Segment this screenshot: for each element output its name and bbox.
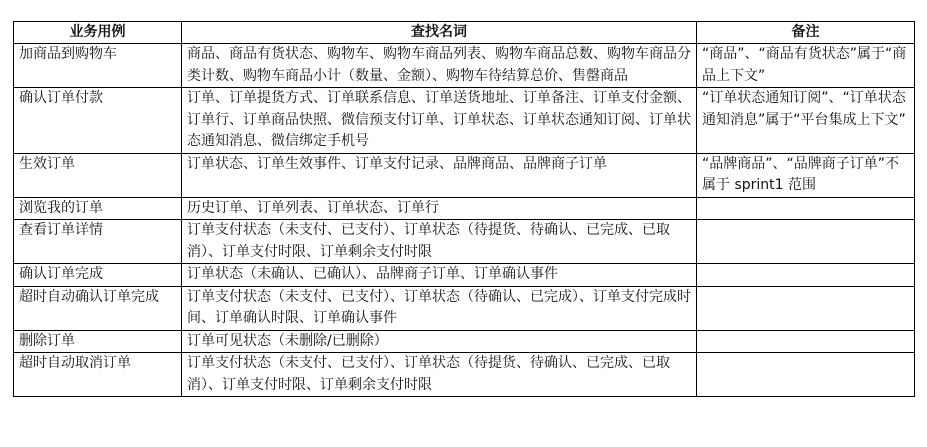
cell-use-case: 确认订单付款 xyxy=(14,88,182,154)
cell-note: “商品”、“商品有货状态”属于“商品上下文” xyxy=(697,44,915,88)
cell-use-case: 删除订单 xyxy=(14,330,182,353)
cell-nouns: 订单支付状态（未支付、已支付）、订单状态（待提货、待确认、已完成、已取消）、订单支付时限、订单剩余支付时限 xyxy=(182,353,697,397)
cell-use-case: 超时自动取消订单 xyxy=(14,353,182,397)
cell-nouns: 订单状态（未确认、已确认）、品牌商子订单、订单确认事件 xyxy=(182,264,697,287)
cell-use-case: 查看订单详情 xyxy=(14,220,182,264)
cell-note: “订单状态通知订阅”、“订单状态通知消息”属于“平台集成上下文” xyxy=(697,88,915,154)
table-row xyxy=(14,153,915,197)
cell-note: “品牌商品”、“品牌商子订单”不属于 sprint1 范围 xyxy=(697,153,915,197)
table-row xyxy=(14,220,915,264)
table-row xyxy=(14,44,915,88)
cell-use-case: 确认订单完成 xyxy=(14,264,182,287)
use-case-noun-table xyxy=(13,21,915,397)
header-note: 备注 xyxy=(697,22,915,44)
table-row xyxy=(14,264,915,287)
cell-note xyxy=(697,197,915,220)
cell-nouns: 订单状态、订单生效事件、订单支付记录、品牌商品、品牌商子订单 xyxy=(182,153,697,197)
header-row xyxy=(14,22,915,44)
table-row xyxy=(14,286,915,330)
cell-note xyxy=(697,220,915,264)
header-nouns: 查找名词 xyxy=(182,22,697,44)
table-row xyxy=(14,88,915,154)
cell-nouns: 订单、订单提货方式、订单联系信息、订单送货地址、订单备注、订单支付金额、订单行、订单商品快照、微信预支付订单、订单状态、订单状态通知订阅、订单状态通知消息、微信绑定手机号 xyxy=(182,88,697,154)
table-body xyxy=(14,44,915,397)
table-row xyxy=(14,353,915,397)
table-header xyxy=(14,22,915,44)
header-use-case: 业务用例 xyxy=(14,22,182,44)
noun-table-container xyxy=(13,21,915,397)
cell-nouns: 商品、商品有货状态、购物车、购物车商品列表、购物车商品总数、购物车商品分类计数、购物车商品小计（数量、金额）、购物车待结算总价、售罄商品 xyxy=(182,44,697,88)
cell-use-case: 加商品到购物车 xyxy=(14,44,182,88)
cell-use-case: 生效订单 xyxy=(14,153,182,197)
table-row xyxy=(14,330,915,353)
cell-note xyxy=(697,264,915,287)
cell-nouns: 订单可见状态（未删除/已删除） xyxy=(182,330,697,353)
cell-note xyxy=(697,330,915,353)
cell-use-case: 超时自动确认订单完成 xyxy=(14,286,182,330)
cell-note xyxy=(697,286,915,330)
cell-nouns: 订单支付状态（未支付、已支付）、订单状态（待确认、已完成）、订单支付完成时间、订单确认时限、订单确认事件 xyxy=(182,286,697,330)
cell-nouns: 订单支付状态（未支付、已支付）、订单状态（待提货、待确认、已完成、已取消）、订单支付时限、订单剩余支付时限 xyxy=(182,220,697,264)
cell-note xyxy=(697,353,915,397)
cell-nouns: 历史订单、订单列表、订单状态、订单行 xyxy=(182,197,697,220)
table-row xyxy=(14,197,915,220)
cell-use-case: 浏览我的订单 xyxy=(14,197,182,220)
